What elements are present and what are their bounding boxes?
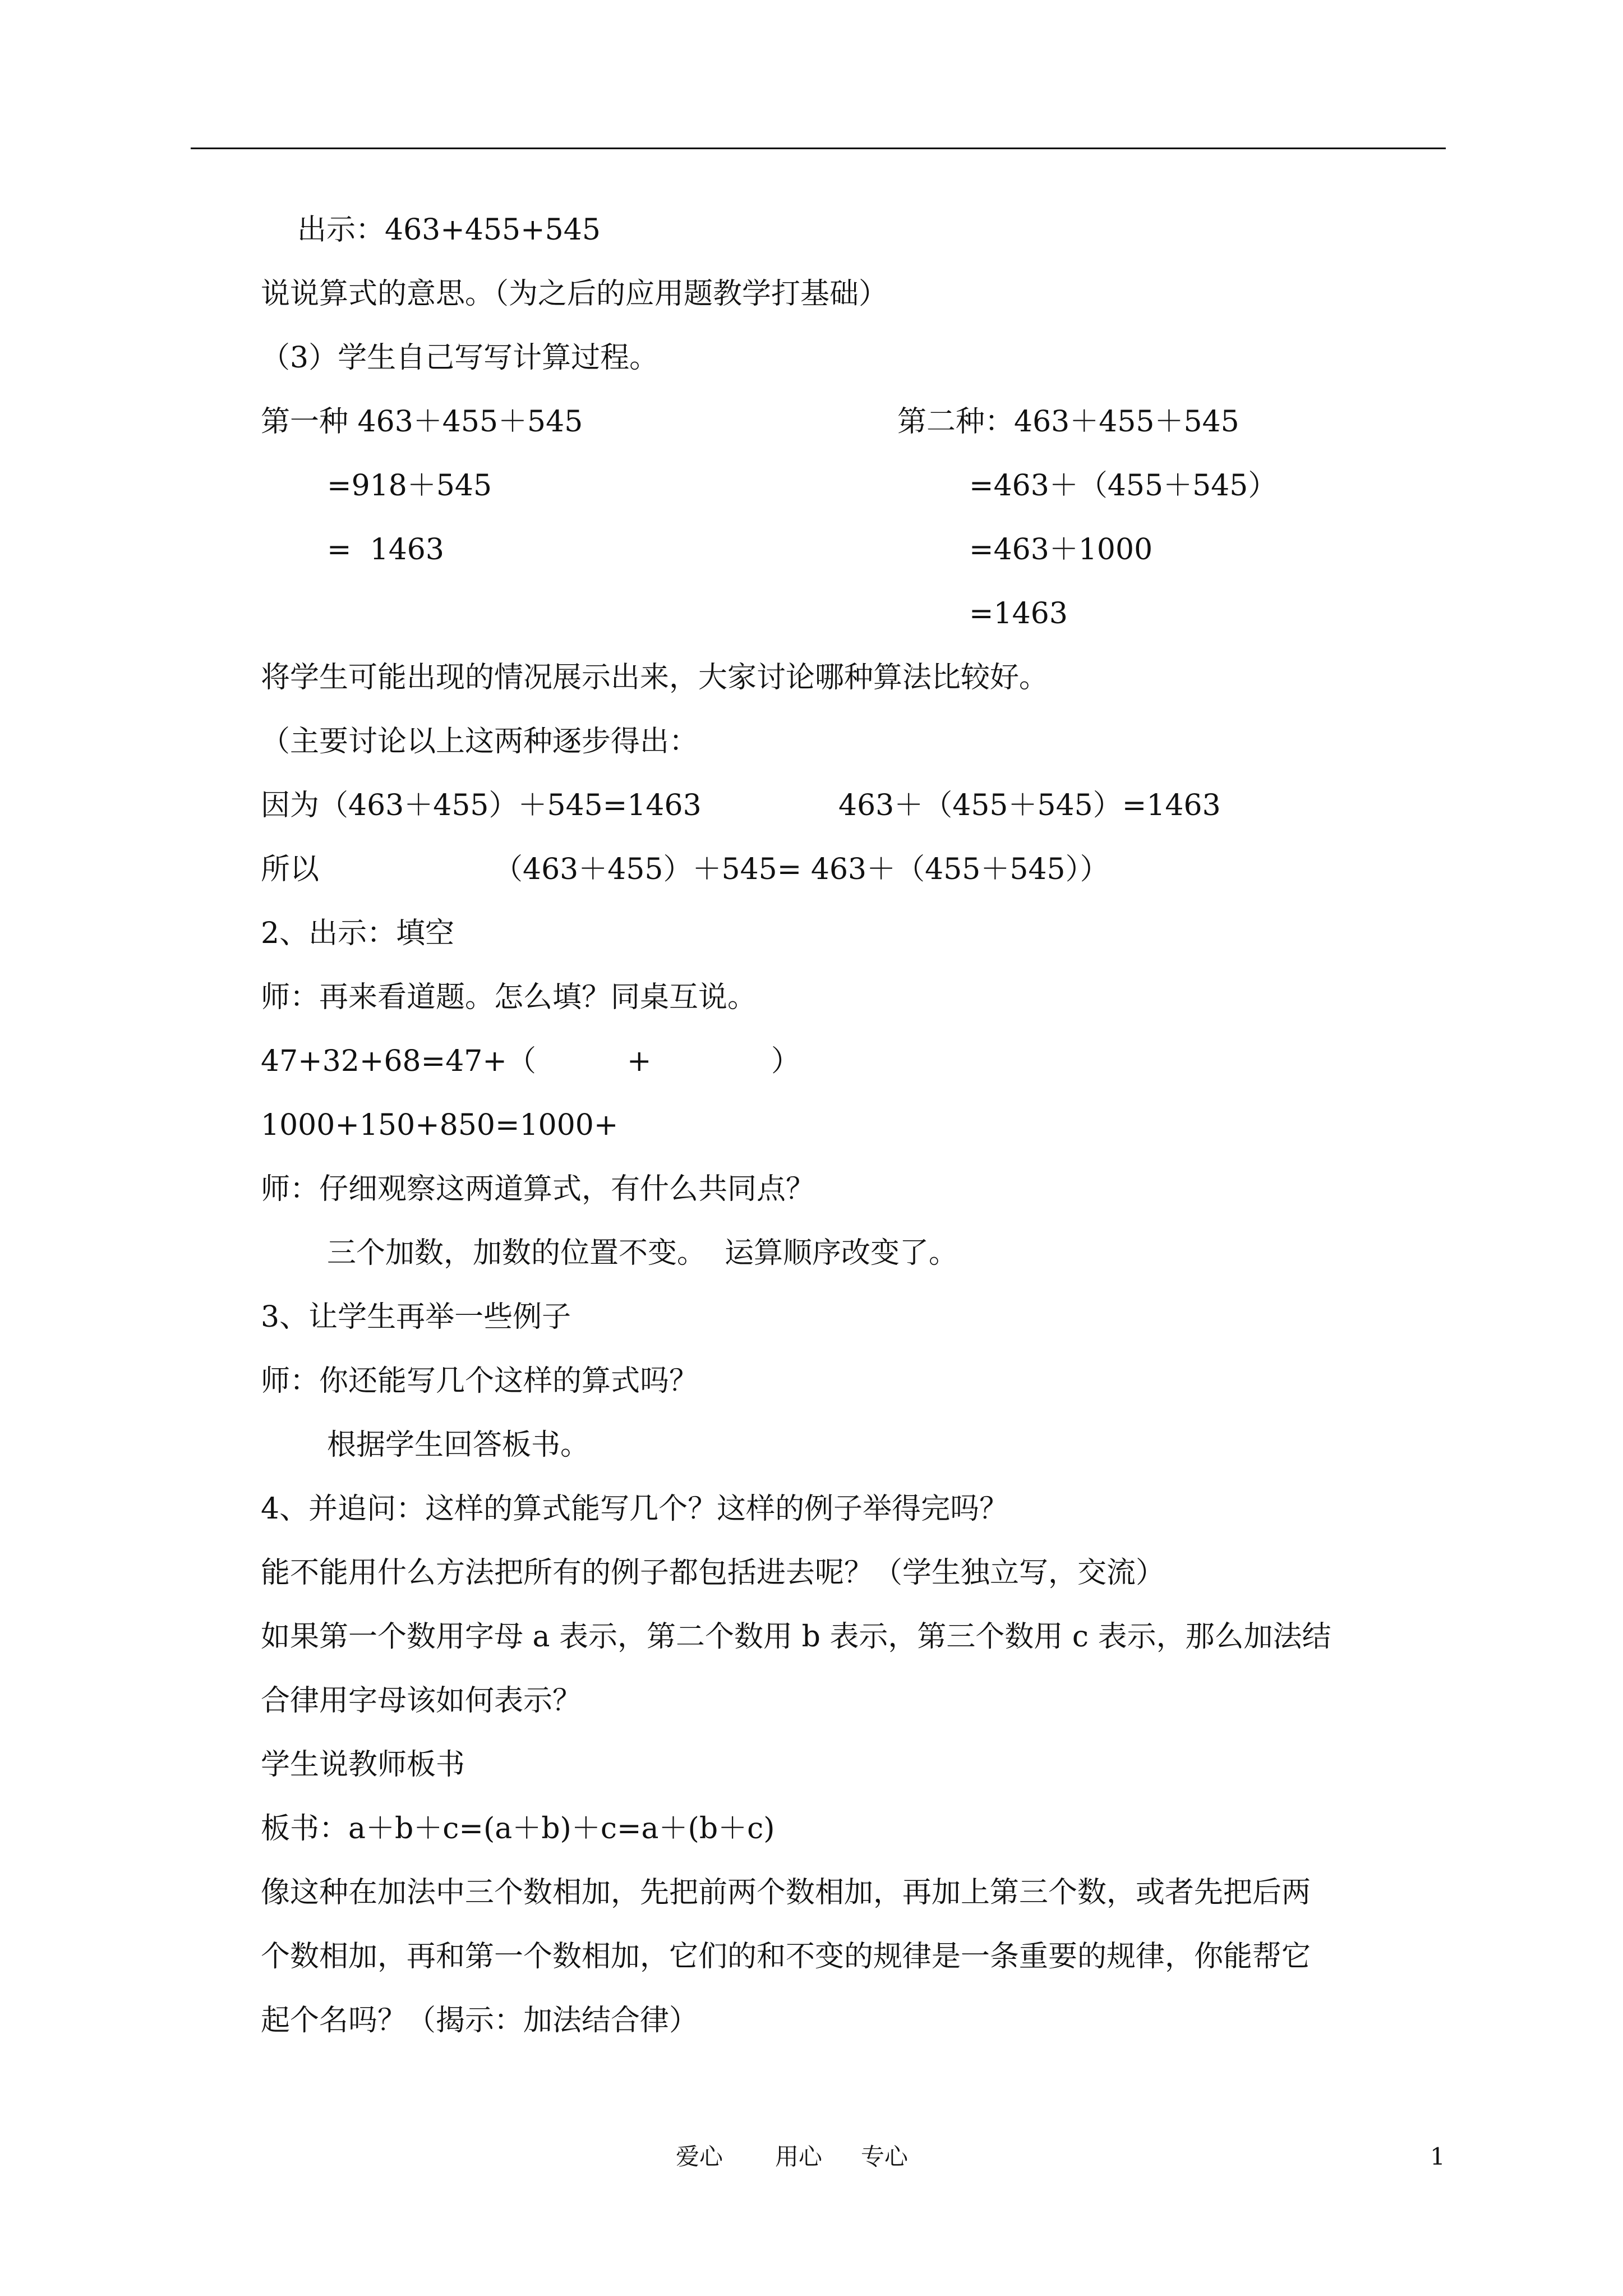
footer-motto: 专心: [861, 2143, 909, 2170]
header-rule: [191, 148, 1446, 149]
text-line: 个数相加，再和第一个数相加，它们的和不变的规律是一条重要的规律，你能帮它: [261, 1940, 1311, 1973]
text-line: 因为（463＋455）＋545=1463: [261, 789, 702, 822]
text-line: （3）学生自己写写计算过程。: [261, 341, 659, 375]
text-line: =918＋545: [327, 469, 492, 503]
text-line: =463＋（455＋545）: [969, 469, 1278, 503]
text-line: 463＋（455＋545）=1463: [838, 789, 1221, 822]
text-line: 师：你还能写几个这样的算式吗？: [261, 1364, 699, 1398]
text-line: =463＋1000: [969, 533, 1153, 567]
text-line: 第二种：463＋455＋545: [897, 405, 1239, 439]
text-line: 师：再来看道题。怎么填？同桌互说。: [261, 981, 757, 1014]
text-line: 出示：463+455+545: [297, 213, 601, 247]
text-line: =1463: [969, 597, 1068, 631]
text-line: （463＋455）＋545= 463＋（455＋545））: [494, 853, 1109, 886]
text-line: 3、让学生再举一些例子: [261, 1300, 571, 1334]
text-line: 板书：a＋b＋c=(a＋b)＋c=a＋(b＋c): [261, 1812, 775, 1846]
text-line: 第一种 463＋455＋545: [261, 405, 583, 439]
footer-motto: 用心: [775, 2143, 823, 2170]
text-line: ）: [771, 1045, 801, 1078]
text-line: 像这种在加法中三个数相加，先把前两个数相加，再加上第三个数，或者先把后两: [261, 1876, 1311, 1910]
footer-motto: 爱心: [676, 2143, 723, 2170]
text-line: 4、并追问：这样的算式能写几个？这样的例子举得完吗？: [261, 1492, 1009, 1526]
page-number: 1: [1430, 2143, 1445, 2170]
text-line: 三个加数，加数的位置不变。 运算顺序改变了。: [327, 1236, 958, 1270]
text-line: 所以: [261, 853, 320, 886]
text-line: 1000+150+850=1000+: [261, 1108, 619, 1142]
text-line: +: [627, 1045, 652, 1078]
text-line: （主要讨论以上这两种逐步得出：: [261, 725, 699, 758]
text-line: 能不能用什么方法把所有的例子都包括进去呢？（学生独立写，交流）: [261, 1556, 1165, 1590]
text-line: 将学生可能出现的情况展示出来，大家讨论哪种算法比较好。: [261, 661, 1049, 694]
text-line: 起个名吗？（揭示：加法结合律）: [261, 2004, 699, 2037]
text-line: 2、出示：填空: [261, 917, 455, 950]
text-line: 合律用字母该如何表示？: [261, 1684, 582, 1718]
text-line: 说说算式的意思。（为之后的应用题教学打基础）: [261, 277, 888, 311]
text-line: 根据学生回答板书。: [327, 1428, 590, 1462]
text-line: 学生说教师板书: [261, 1748, 465, 1782]
text-line: = 1463: [327, 533, 444, 567]
text-line: 47+32+68=47+（: [261, 1045, 536, 1078]
text-line: 师：仔细观察这两道算式，有什么共同点？: [261, 1172, 815, 1206]
text-line: 如果第一个数用字母 a 表示，第二个数用 b 表示，第三个数用 c 表示，那么加法结: [261, 1620, 1331, 1654]
